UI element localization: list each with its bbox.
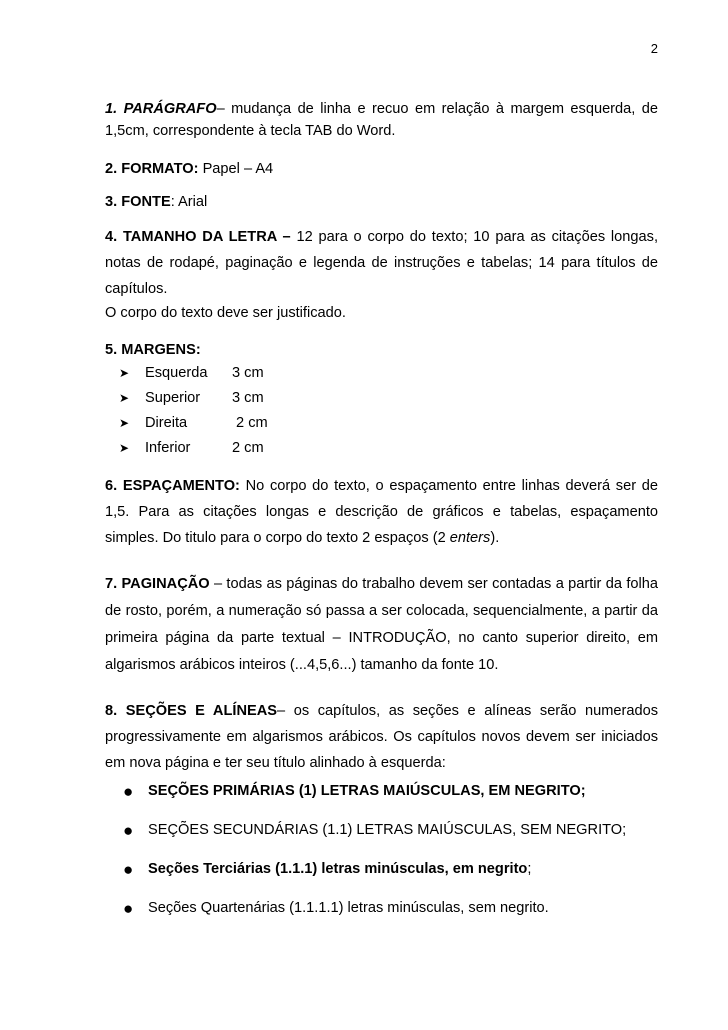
section-6-heading: 6. ESPAÇAMENTO: (105, 478, 240, 494)
section-7-text: – todas as páginas do trabalho devem ser contadas a partir da folha de rosto, porém, a numeração só passa a ser colocada, sequencialmente, a partir da primeira página da parte textual – INTRODUÇÃO, no canto superior direito, em algarismos arábicos inteiros (...4,5,6...) tamanho da fonte 10. (105, 576, 658, 673)
section-8-text: – os capítulos, as seções e alíneas serão numerados progressivamente em algarismos arábicos. Os capítulos novos devem ser iniciados em nova página e ter seu título alinhado à esquerda: (105, 703, 658, 771)
margin-label: Esquerda (145, 365, 208, 381)
section-5-heading: 5. MARGENS: (105, 342, 201, 358)
margin-label: Inferior (145, 440, 191, 456)
round-bullet-icon: ● (123, 820, 134, 840)
margin-row-right (119, 411, 658, 436)
section-1-text-l1: – mudança de linha e recuo em relação à margem esquerda, de (216, 101, 658, 117)
section-7-heading: 7. PAGINAÇÃO (105, 576, 210, 592)
section-1-line-1 (105, 98, 658, 120)
section-2 (105, 158, 658, 180)
list-item-text: Seções Terciárias (1.1.1) letras minúsculas, em negrito (148, 861, 528, 877)
list-item-tail: ; (527, 861, 532, 877)
section-3 (105, 191, 658, 213)
margin-label: Direita (145, 415, 188, 431)
list-item-tertiary (123, 856, 658, 882)
section-4-note: O corpo do texto deve ser justificado. (105, 305, 346, 321)
section-2-heading: 2. FORMATO: (105, 161, 199, 177)
section-6 (105, 473, 658, 551)
margins-list (119, 361, 658, 461)
arrowhead-bullet-icon: ➤ (119, 441, 130, 455)
round-bullet-icon: ● (123, 859, 134, 879)
section-8-heading: 8. SEÇÕES E ALÍNEAS (105, 703, 277, 719)
round-bullet-icon: ● (123, 898, 134, 918)
list-item-text: SEÇÕES SECUNDÁRIAS (1.1) LETRAS MAIÚSCULAS, SEM NEGRITO; (148, 822, 627, 838)
section-8 (105, 698, 658, 776)
list-item-quaternary (123, 895, 658, 921)
section-6-text-b: ). (490, 530, 500, 546)
arrowhead-bullet-icon: ➤ (119, 416, 130, 430)
margin-value: 3 cm (232, 390, 264, 406)
margin-value: 2 cm (232, 440, 264, 456)
margin-row-left (119, 361, 658, 386)
page-number: 2 (650, 41, 658, 56)
section-6-text-italic: enters (449, 530, 491, 546)
section-1-heading: 1. PARÁGRAFO (105, 101, 217, 117)
section-3-heading: 3. FONTE (105, 194, 171, 210)
section-7 (105, 571, 658, 679)
section-6-text-a: No corpo do texto, o espaçamento entre linhas deverá ser de 1,5. Para as citações longas e descrição de gráficos e tabelas, espaçamento simples. Do titulo para o corpo do texto 2 espaços (2 (105, 478, 658, 546)
list-item-primary (123, 778, 658, 804)
section-4 (105, 224, 658, 302)
round-bullet-icon: ● (123, 781, 134, 801)
section-3-text: : Arial (170, 194, 208, 210)
section-4-heading: 4. TAMANHO DA LETRA – (105, 229, 291, 245)
list-item-text: SEÇÕES PRIMÁRIAS (1) LETRAS MAIÚSCULAS, EM NEGRITO; (148, 783, 586, 799)
margin-value: 3 cm (232, 365, 264, 381)
list-item-text: Seções Quartenárias (1.1.1.1) letras minúsculas, sem negrito. (148, 900, 549, 916)
margin-label: Superior (145, 390, 201, 406)
document-body (105, 98, 658, 921)
section-2-text: Papel – A4 (198, 161, 274, 177)
sections-list (123, 778, 658, 921)
margin-row-top (119, 386, 658, 411)
margin-value: 2 cm (232, 415, 268, 431)
list-item-secondary (123, 817, 658, 843)
arrowhead-bullet-icon: ➤ (119, 391, 130, 405)
section-1-line-2: 1,5cm, correspondente à tecla TAB do Word. (105, 123, 396, 139)
margin-row-bottom (119, 436, 658, 461)
section-4-text: 12 para o corpo do texto; 10 para as citações longas, notas de rodapé, paginação e legenda de instruções e tabelas; 14 para títulos de capítulos. (105, 229, 658, 297)
arrowhead-bullet-icon: ➤ (119, 366, 130, 380)
